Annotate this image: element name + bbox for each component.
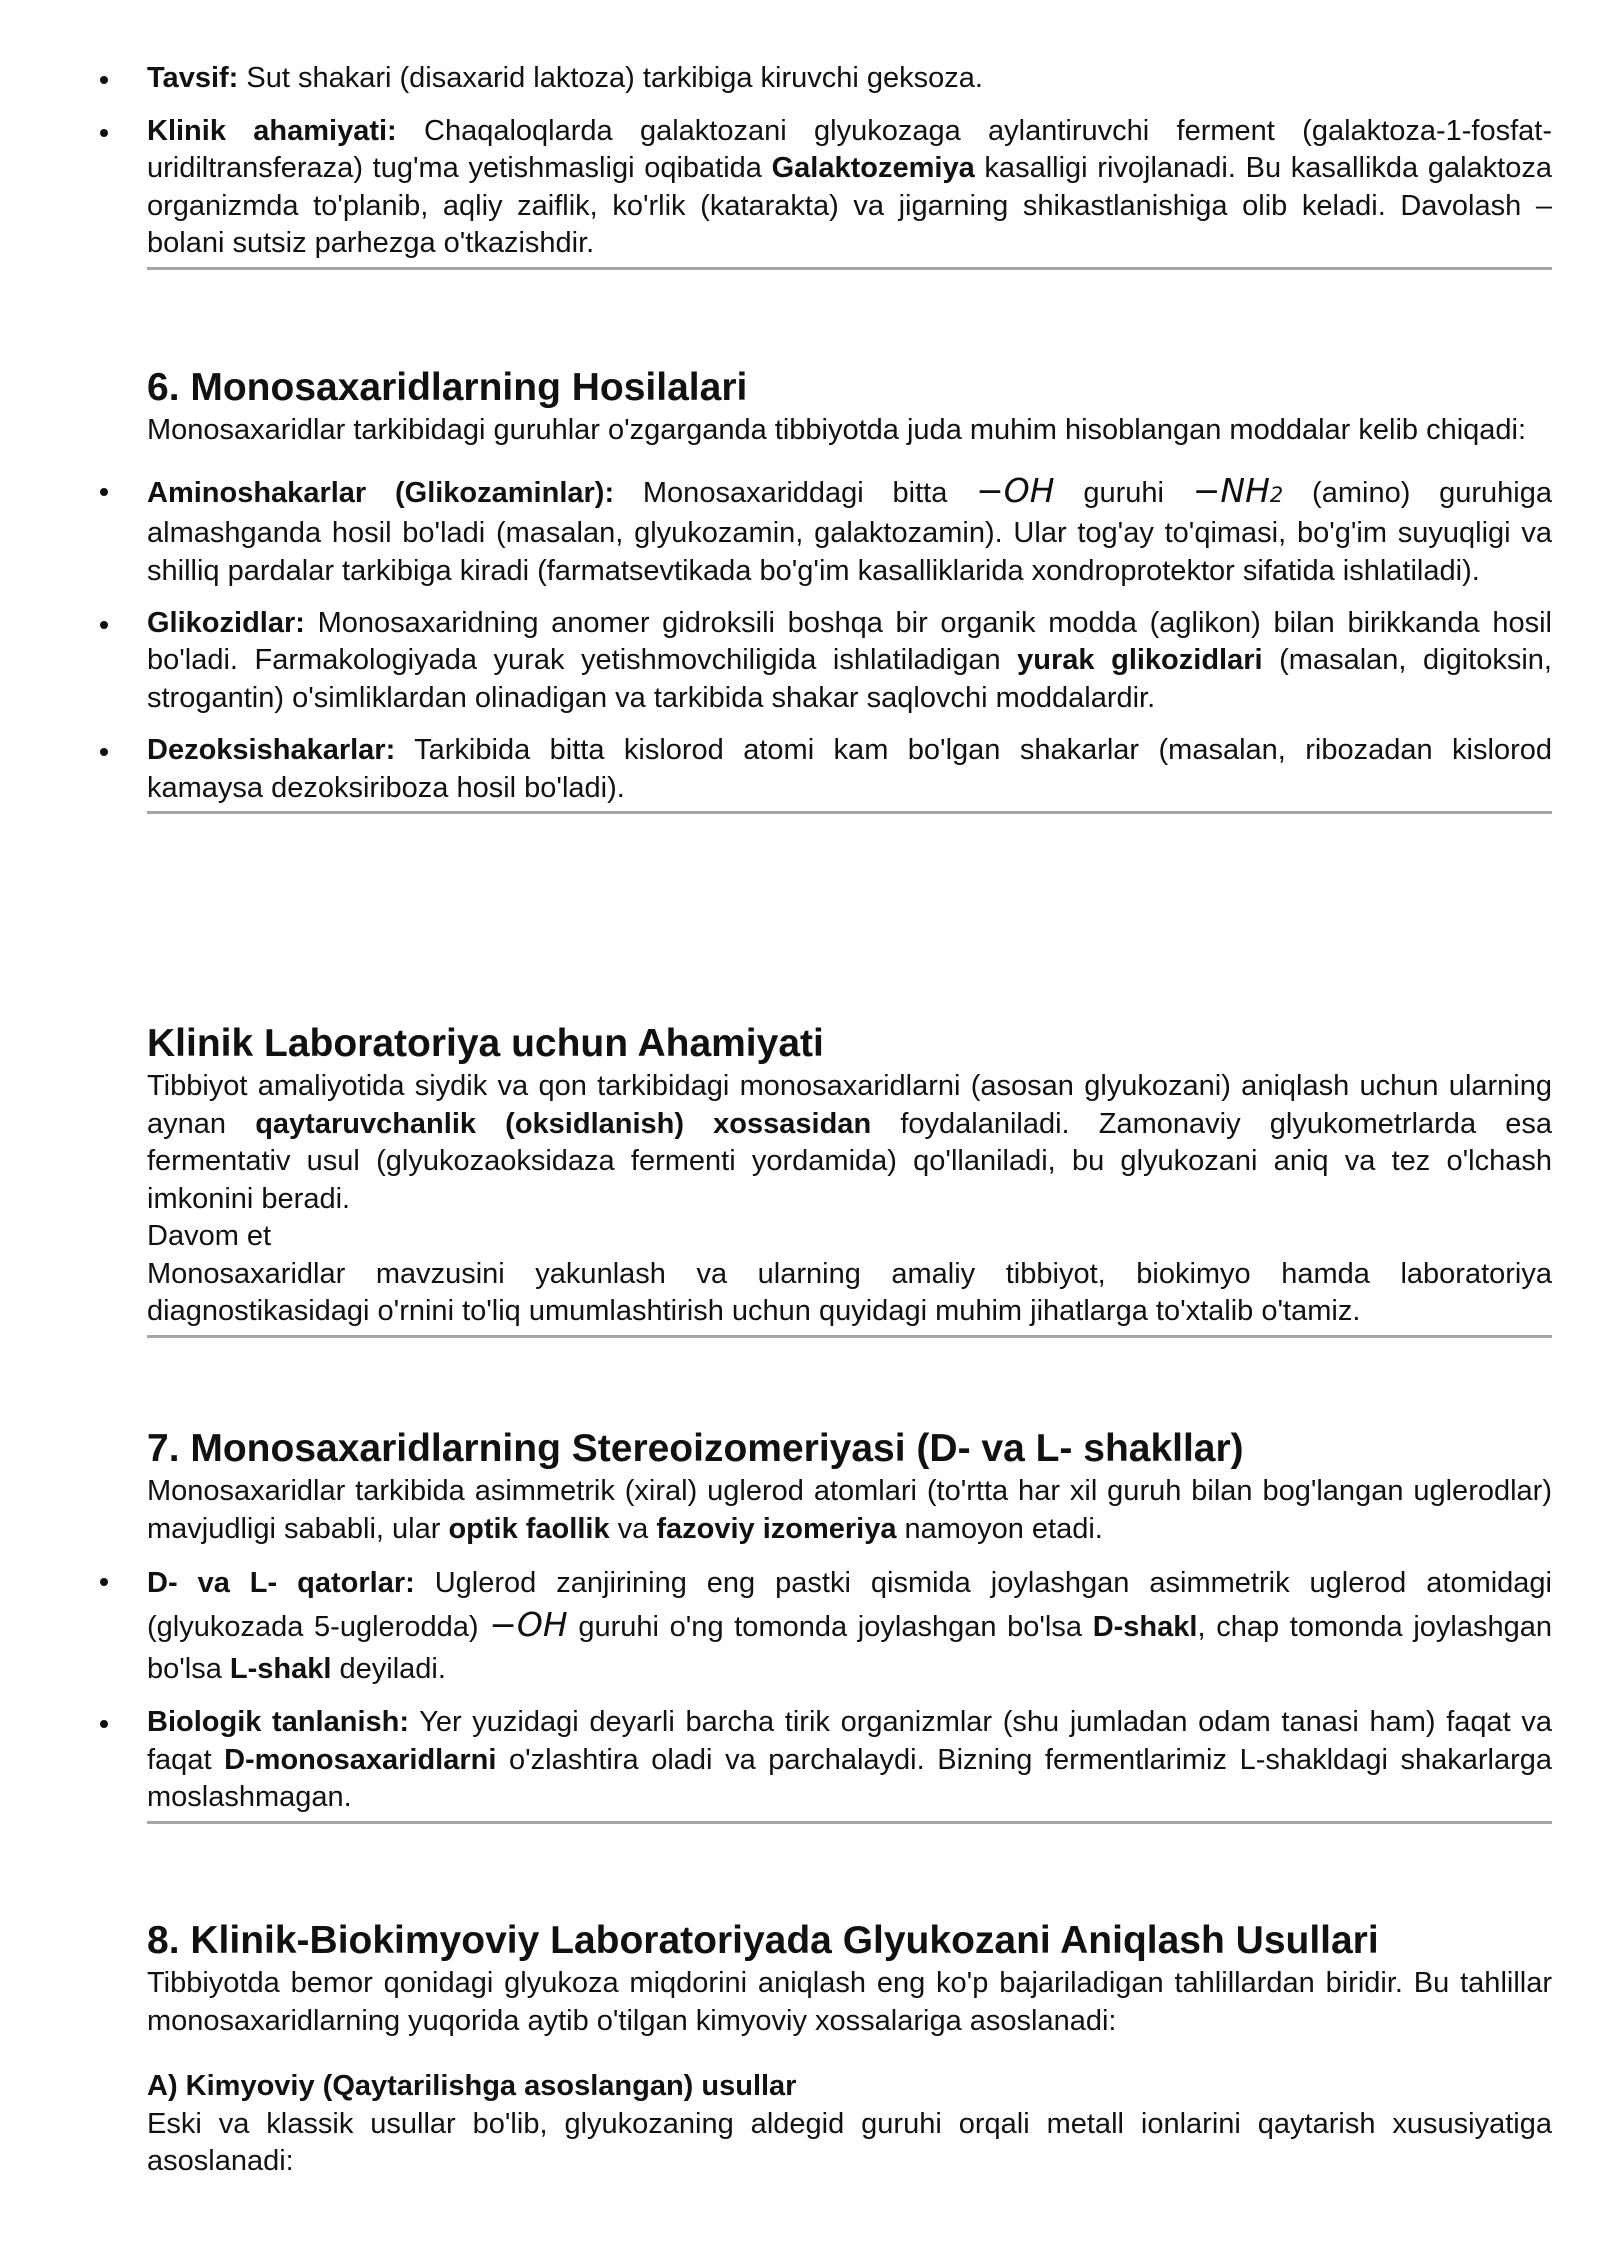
item-label: Dezoksishakarlar: xyxy=(147,734,396,766)
item-label: Tavsif: xyxy=(147,62,239,94)
item-label: Klinik ahamiyati: xyxy=(147,114,397,147)
item-text: guruhi xyxy=(1054,476,1193,509)
section-divider xyxy=(147,811,1552,814)
top-list xyxy=(147,60,1552,263)
section-title: 6. Monosaxaridlarning Hosilalari xyxy=(147,366,748,409)
item-text: (amino) guruhiga almashganda hosil bo'ladi (masalan, glyukozamin, galaktozamin). Ular tog'ay to'qimasi, bo'g'im suyuqligi va shilliq pardalar tarkibiga kiradi (farmatsevtikada bo'g'im kasalliklarida xondroprotektor sifatida ishlatiladi). xyxy=(147,476,1552,587)
item-text: Tarkibida bitta kislorod atomi kam bo'lgan shakarlar (masalan, ribozadan kislorod kamaysa dezoksiriboza hosil bo'ladi). xyxy=(147,734,1552,804)
section-intro: Monosaxaridlar tarkibidagi guruhlar o'zgarganda tibbiyotda juda muhim hisoblangan moddalar kelib chiqadi: xyxy=(147,414,1527,446)
item-text: kasalligi rivojlanadi. Bu kasallikda galaktoza organizmda to'planib, aqliy zaiflik, ko'rlik (katarakta) va jigarning shikastlanishiga olib keladi. Davolash – bolani sutsiz parhezga o'tkazishdir. xyxy=(147,152,1552,259)
intro-text: Monosaxaridlar tarkibida asimmetrik (xiral) uglerod atomlari (to'rtta har xil guruh bilan bog'langan uglerodlar) mavjudligi sababli, ular xyxy=(147,1475,1552,1545)
section-divider xyxy=(147,1821,1552,1824)
item-label: Biologik tanlanish: xyxy=(147,1706,410,1738)
list-item-dezoksishakarlar xyxy=(147,732,1552,807)
amino-formula-main: −NH xyxy=(1192,470,1270,510)
section-intro xyxy=(147,1473,1552,1548)
item-text: Monosaxaridning anomer gidroksili boshqa bir organik modda (aglikon) bilan birikkanda hosil bo'ladi. Farmakologiyada yurak yetishmovchiligida ishlatiladigan xyxy=(147,606,1552,676)
amino-formula-sub: 2 xyxy=(1269,482,1284,507)
item-bold: D-monosaxaridlarni xyxy=(224,1743,497,1776)
hydroxyl-formula: −OH xyxy=(976,470,1055,510)
paragraph-text: foydalaniladi. Zamonaviy glyukometrlarda esa fermentativ usul (glyukozaoksidaza fermenti yordamida) qo'llaniladi, bu glyukozani aniq va tez o'lchash imkonini beradi. xyxy=(147,1107,1552,1215)
item-bold: L-shakl xyxy=(229,1653,332,1685)
intro-text: namoyon etadi. xyxy=(896,1512,1103,1545)
intro-bold: fazoviy izomeriya xyxy=(656,1512,897,1545)
item-text: Yer yuzidagi deyarli barcha tirik organizmlar (shu jumladan odam tanasi ham) faqat va faqat xyxy=(147,1706,1552,1776)
item-text: Monosaxariddagi bitta xyxy=(614,476,977,509)
section-title: Klinik Laboratoriya uchun Ahamiyati xyxy=(147,1022,824,1065)
list-item-biologik-tanlanish xyxy=(147,1704,1552,1817)
section-divider xyxy=(147,267,1552,270)
item-bold: D-shakl xyxy=(1092,1611,1198,1643)
item-text: Sut shakari (disaxarid laktoza) tarkibiga kiruvchi geksoza. xyxy=(238,62,983,94)
section-title: 7. Monosaxaridlarning Stereoizomeriyasi (D- va L- shakllar) xyxy=(147,1427,1244,1470)
list-item-klinik-ahamiyati xyxy=(147,113,1552,263)
section-title: 8. Klinik-Biokimyoviy Laboratoriyada Glyukozani Aniqlash Usullari xyxy=(147,1919,1379,1962)
davom-et-text: Davom et xyxy=(147,1220,272,1252)
list-item-d-l-qatorlar xyxy=(147,1562,1552,1690)
subsection-text: Eski va klassik usullar bo'lib, glyukozaning aldegid guruhi orqali metall ionlarini qaytarish xususiyatiga asoslanadi: xyxy=(147,2107,1552,2177)
item-text: Chaqaloqlarda galaktozani glyukozaga aylantiruvchi ferment (galaktoza-1-fosfat-uridiltransferaza) tug'ma yetishmasligi oqibatida xyxy=(147,114,1552,184)
item-label: Aminoshakarlar (Glikozaminlar): xyxy=(147,476,615,509)
item-bold: Galaktozemiya xyxy=(771,152,975,184)
section-6-list xyxy=(147,472,1552,808)
item-text: (masalan, digitoksin, strogantin) o'simliklardan olinadigan va tarkibida shakar saqlovchi moddalardir. xyxy=(147,644,1552,714)
intro-bold: optik faollik xyxy=(448,1512,610,1545)
item-text: , chap tomonda joylashgan bo'lsa xyxy=(147,1611,1552,1685)
list-item-glikozidlar xyxy=(147,605,1552,718)
item-text: guruhi o'ng tomonda joylashgan bo'lsa xyxy=(567,1611,1093,1643)
item-label: D- va L- qatorlar: xyxy=(147,1567,415,1599)
paragraph-text: Tibbiyot amaliyotida siydik va qon tarkibidagi monosaxaridlarni (asosan glyukozani) aniqlash uchun ularning aynan xyxy=(147,1070,1552,1140)
section-7 xyxy=(147,1425,1552,1824)
list-item-tavsif xyxy=(147,60,1552,98)
subsection-title: A) Kimyoviy (Qaytarilishga asoslangan) usullar xyxy=(147,2070,797,2102)
item-bold: yurak glikozidlari xyxy=(1017,644,1263,676)
paragraph-bold: qaytaruvchanlik (oksidlanish) xossasidan xyxy=(255,1107,872,1140)
top-section xyxy=(147,60,1552,270)
section-8 xyxy=(147,1917,1552,2181)
amino-formula xyxy=(1193,471,1284,510)
section-paragraph: Monosaxaridlar mavzusini yakunlash va ularning amaliy tibbiyot, biokimyo hamda laboratoriya diagnostikasidagi o'rnini to'liq umumlashtirish uchun quyidagi muhim jihatlarga to'xtalib o'tamiz. xyxy=(147,1257,1552,1327)
section-paragraph xyxy=(147,1068,1552,1218)
list-item-aminoshakarlar xyxy=(147,472,1552,590)
item-text: deyiladi. xyxy=(331,1653,446,1685)
hydroxyl-formula: −OH xyxy=(489,1605,568,1644)
intro-text: va xyxy=(609,1512,657,1545)
section-6 xyxy=(147,364,1552,814)
section-divider xyxy=(147,1335,1552,1338)
section-klinik-laboratoriya xyxy=(147,1020,1552,1338)
section-intro: Tibbiyotda bemor qonidagi glyukoza miqdorini aniqlash eng ko'p bajariladigan tahlillardan biridir. Bu tahlillar monosaxaridlarning yuqorida aytib o'tilgan kimyoviy xossalariga asoslanadi: xyxy=(147,1967,1552,2037)
item-text: o'zlashtira oladi va parchalaydi. Bizning fermentlarimiz L-shakldagi shakarlarga moslashmagan. xyxy=(147,1743,1552,1813)
item-text: Uglerod zanjirining eng pastki qismida joylashgan asimmetrik uglerod atomidagi (glyukozada 5-uglerodda) xyxy=(147,1567,1552,1643)
section-7-list xyxy=(147,1562,1552,1817)
item-label: Glikozidlar: xyxy=(147,606,305,639)
